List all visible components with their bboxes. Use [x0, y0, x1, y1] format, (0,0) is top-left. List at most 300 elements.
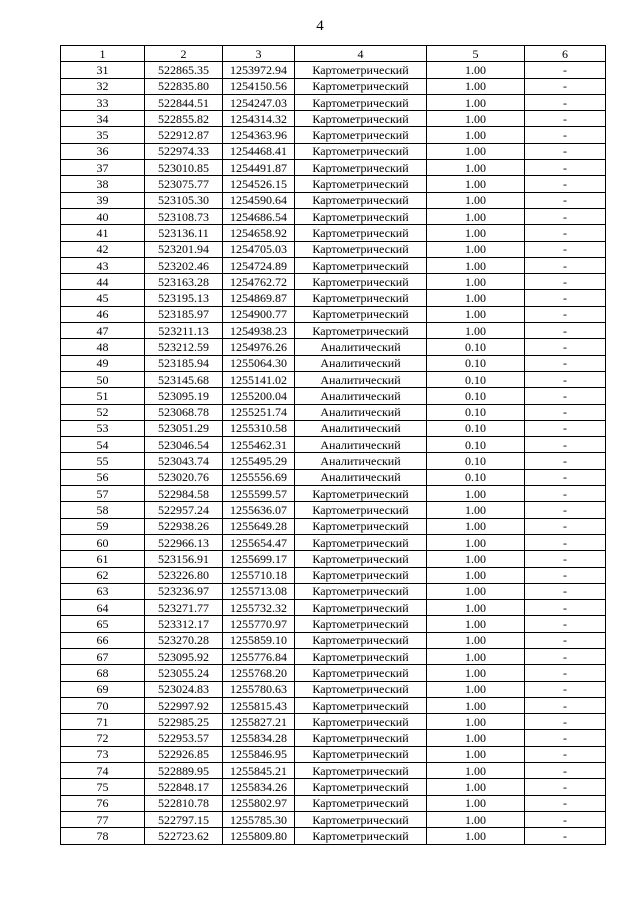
method-cell: Аналитический [295, 339, 427, 355]
y-coordinate-cell: 1255785.30 [223, 811, 295, 827]
accuracy-cell: 1.00 [427, 192, 525, 208]
x-coordinate-cell: 523105.30 [145, 192, 223, 208]
accuracy-cell: 0.10 [427, 420, 525, 436]
table-row [61, 632, 606, 648]
y-coordinate-cell: 1254590.64 [223, 192, 295, 208]
coordinates-table [60, 45, 606, 845]
note-cell: - [525, 486, 606, 502]
point-number-cell: 56 [61, 469, 145, 485]
table-row [61, 257, 606, 273]
x-coordinate-cell: 523136.11 [145, 225, 223, 241]
accuracy-cell: 1.00 [427, 746, 525, 762]
note-cell: - [525, 730, 606, 746]
method-cell: Картометрический [295, 697, 427, 713]
x-coordinate-cell: 522957.24 [145, 502, 223, 518]
accuracy-cell: 1.00 [427, 616, 525, 632]
point-number-cell: 45 [61, 290, 145, 306]
x-coordinate-cell: 522966.13 [145, 534, 223, 550]
x-coordinate-cell: 523312.17 [145, 616, 223, 632]
y-coordinate-cell: 1255770.97 [223, 616, 295, 632]
y-coordinate-cell: 1254363.96 [223, 127, 295, 143]
y-coordinate-cell: 1255834.26 [223, 779, 295, 795]
x-coordinate-cell: 522797.15 [145, 811, 223, 827]
note-cell: - [525, 437, 606, 453]
point-number-cell: 62 [61, 567, 145, 583]
y-coordinate-cell: 1255710.18 [223, 567, 295, 583]
accuracy-cell: 1.00 [427, 763, 525, 779]
y-coordinate-cell: 1254869.87 [223, 290, 295, 306]
table-row [61, 160, 606, 176]
x-coordinate-cell: 523226.80 [145, 567, 223, 583]
point-number-cell: 63 [61, 583, 145, 599]
accuracy-cell: 1.00 [427, 94, 525, 110]
note-cell: - [525, 388, 606, 404]
point-number-cell: 32 [61, 78, 145, 94]
table-row [61, 551, 606, 567]
note-cell: - [525, 746, 606, 762]
x-coordinate-cell: 523051.29 [145, 420, 223, 436]
y-coordinate-cell: 1255768.20 [223, 665, 295, 681]
note-cell: - [525, 828, 606, 844]
accuracy-cell: 1.00 [427, 567, 525, 583]
table-row [61, 665, 606, 681]
point-number-cell: 73 [61, 746, 145, 762]
y-coordinate-cell: 1254526.15 [223, 176, 295, 192]
point-number-cell: 31 [61, 62, 145, 78]
accuracy-cell: 1.00 [427, 534, 525, 550]
accuracy-cell: 1.00 [427, 632, 525, 648]
accuracy-cell: 1.00 [427, 306, 525, 322]
method-cell: Аналитический [295, 388, 427, 404]
note-cell: - [525, 62, 606, 78]
table-row [61, 143, 606, 159]
method-cell: Аналитический [295, 453, 427, 469]
y-coordinate-cell: 1255780.63 [223, 681, 295, 697]
accuracy-cell: 1.00 [427, 241, 525, 257]
point-number-cell: 44 [61, 274, 145, 290]
table-row [61, 78, 606, 94]
accuracy-cell: 1.00 [427, 828, 525, 844]
x-coordinate-cell: 523075.77 [145, 176, 223, 192]
x-coordinate-cell: 522848.17 [145, 779, 223, 795]
x-coordinate-cell: 522926.85 [145, 746, 223, 762]
note-cell: - [525, 697, 606, 713]
table-row [61, 746, 606, 762]
y-coordinate-cell: 1255654.47 [223, 534, 295, 550]
y-coordinate-cell: 1255827.21 [223, 714, 295, 730]
accuracy-cell: 1.00 [427, 290, 525, 306]
method-cell: Картометрический [295, 763, 427, 779]
method-cell: Аналитический [295, 404, 427, 420]
point-number-cell: 57 [61, 486, 145, 502]
header-row [61, 46, 606, 62]
y-coordinate-cell: 1255846.95 [223, 746, 295, 762]
note-cell: - [525, 567, 606, 583]
point-number-cell: 58 [61, 502, 145, 518]
x-coordinate-cell: 523145.68 [145, 371, 223, 387]
table-row [61, 127, 606, 143]
point-number-cell: 64 [61, 600, 145, 616]
point-number-cell: 78 [61, 828, 145, 844]
x-coordinate-cell: 523236.97 [145, 583, 223, 599]
x-coordinate-cell: 523055.24 [145, 665, 223, 681]
table-row [61, 811, 606, 827]
y-coordinate-cell: 1254491.87 [223, 160, 295, 176]
y-coordinate-cell: 1254900.77 [223, 306, 295, 322]
y-coordinate-cell: 1255310.58 [223, 420, 295, 436]
x-coordinate-cell: 523156.91 [145, 551, 223, 567]
point-number-cell: 40 [61, 208, 145, 224]
method-cell: Аналитический [295, 420, 427, 436]
header-cell-6: 6 [525, 46, 606, 62]
y-coordinate-cell: 1254468.41 [223, 143, 295, 159]
method-cell: Картометрический [295, 306, 427, 322]
note-cell: - [525, 323, 606, 339]
y-coordinate-cell: 1255845.21 [223, 763, 295, 779]
point-number-cell: 65 [61, 616, 145, 632]
table-row [61, 290, 606, 306]
point-number-cell: 54 [61, 437, 145, 453]
point-number-cell: 46 [61, 306, 145, 322]
y-coordinate-cell: 1255064.30 [223, 355, 295, 371]
y-coordinate-cell: 1255251.74 [223, 404, 295, 420]
method-cell: Картометрический [295, 486, 427, 502]
y-coordinate-cell: 1255815.43 [223, 697, 295, 713]
note-cell: - [525, 632, 606, 648]
y-coordinate-cell: 1254686.54 [223, 208, 295, 224]
note-cell: - [525, 811, 606, 827]
method-cell: Картометрический [295, 616, 427, 632]
method-cell: Картометрический [295, 94, 427, 110]
y-coordinate-cell: 1254724.89 [223, 257, 295, 273]
x-coordinate-cell: 523211.13 [145, 323, 223, 339]
accuracy-cell: 1.00 [427, 730, 525, 746]
note-cell: - [525, 714, 606, 730]
table-row [61, 111, 606, 127]
table-row [61, 225, 606, 241]
point-number-cell: 53 [61, 420, 145, 436]
accuracy-cell: 1.00 [427, 274, 525, 290]
y-coordinate-cell: 1255599.57 [223, 486, 295, 502]
note-cell: - [525, 616, 606, 632]
y-coordinate-cell: 1255809.80 [223, 828, 295, 844]
y-coordinate-cell: 1255732.32 [223, 600, 295, 616]
x-coordinate-cell: 523043.74 [145, 453, 223, 469]
method-cell: Картометрический [295, 746, 427, 762]
x-coordinate-cell: 523195.13 [145, 290, 223, 306]
method-cell: Картометрический [295, 551, 427, 567]
table-row [61, 763, 606, 779]
accuracy-cell: 1.00 [427, 697, 525, 713]
accuracy-cell: 1.00 [427, 779, 525, 795]
table-row [61, 600, 606, 616]
point-number-cell: 33 [61, 94, 145, 110]
point-number-cell: 34 [61, 111, 145, 127]
table-row [61, 730, 606, 746]
note-cell: - [525, 665, 606, 681]
note-cell: - [525, 534, 606, 550]
x-coordinate-cell: 522835.80 [145, 78, 223, 94]
accuracy-cell: 1.00 [427, 486, 525, 502]
method-cell: Картометрический [295, 583, 427, 599]
point-number-cell: 77 [61, 811, 145, 827]
point-number-cell: 75 [61, 779, 145, 795]
point-number-cell: 36 [61, 143, 145, 159]
table-row [61, 176, 606, 192]
x-coordinate-cell: 522844.51 [145, 94, 223, 110]
header-cell-3: 3 [223, 46, 295, 62]
table-row [61, 681, 606, 697]
accuracy-cell: 1.00 [427, 111, 525, 127]
x-coordinate-cell: 522889.95 [145, 763, 223, 779]
method-cell: Картометрический [295, 208, 427, 224]
note-cell: - [525, 290, 606, 306]
point-number-cell: 59 [61, 518, 145, 534]
x-coordinate-cell: 523108.73 [145, 208, 223, 224]
x-coordinate-cell: 523212.59 [145, 339, 223, 355]
point-number-cell: 39 [61, 192, 145, 208]
method-cell: Аналитический [295, 469, 427, 485]
method-cell: Картометрический [295, 62, 427, 78]
page-number: 4 [316, 18, 324, 34]
point-number-cell: 60 [61, 534, 145, 550]
note-cell: - [525, 600, 606, 616]
note-cell: - [525, 127, 606, 143]
method-cell: Картометрический [295, 632, 427, 648]
note-cell: - [525, 681, 606, 697]
point-number-cell: 72 [61, 730, 145, 746]
point-number-cell: 74 [61, 763, 145, 779]
note-cell: - [525, 355, 606, 371]
accuracy-cell: 1.00 [427, 225, 525, 241]
y-coordinate-cell: 1254150.56 [223, 78, 295, 94]
accuracy-cell: 0.10 [427, 437, 525, 453]
point-number-cell: 66 [61, 632, 145, 648]
note-cell: - [525, 306, 606, 322]
table-row [61, 388, 606, 404]
x-coordinate-cell: 522953.57 [145, 730, 223, 746]
x-coordinate-cell: 523185.97 [145, 306, 223, 322]
y-coordinate-cell: 1255859.10 [223, 632, 295, 648]
accuracy-cell: 0.10 [427, 339, 525, 355]
method-cell: Картометрический [295, 681, 427, 697]
method-cell: Аналитический [295, 355, 427, 371]
x-coordinate-cell: 523201.94 [145, 241, 223, 257]
accuracy-cell: 0.10 [427, 355, 525, 371]
method-cell: Картометрический [295, 534, 427, 550]
point-number-cell: 70 [61, 697, 145, 713]
y-coordinate-cell: 1255462.31 [223, 437, 295, 453]
point-number-cell: 76 [61, 795, 145, 811]
table-row [61, 583, 606, 599]
note-cell: - [525, 192, 606, 208]
x-coordinate-cell: 522974.33 [145, 143, 223, 159]
table-row [61, 371, 606, 387]
note-cell: - [525, 420, 606, 436]
y-coordinate-cell: 1255834.28 [223, 730, 295, 746]
x-coordinate-cell: 522912.87 [145, 127, 223, 143]
accuracy-cell: 1.00 [427, 143, 525, 159]
point-number-cell: 47 [61, 323, 145, 339]
y-coordinate-cell: 1254658.92 [223, 225, 295, 241]
table-row [61, 192, 606, 208]
x-coordinate-cell: 522865.35 [145, 62, 223, 78]
accuracy-cell: 0.10 [427, 453, 525, 469]
method-cell: Картометрический [295, 192, 427, 208]
accuracy-cell: 1.00 [427, 62, 525, 78]
accuracy-cell: 1.00 [427, 257, 525, 273]
method-cell: Картометрический [295, 665, 427, 681]
note-cell: - [525, 518, 606, 534]
point-number-cell: 35 [61, 127, 145, 143]
method-cell: Картометрический [295, 828, 427, 844]
x-coordinate-cell: 523046.54 [145, 437, 223, 453]
table-row [61, 355, 606, 371]
accuracy-cell: 0.10 [427, 469, 525, 485]
x-coordinate-cell: 523010.85 [145, 160, 223, 176]
point-number-cell: 71 [61, 714, 145, 730]
table-row [61, 779, 606, 795]
note-cell: - [525, 371, 606, 387]
note-cell: - [525, 94, 606, 110]
note-cell: - [525, 241, 606, 257]
y-coordinate-cell: 1255141.02 [223, 371, 295, 387]
table-row [61, 453, 606, 469]
y-coordinate-cell: 1255649.28 [223, 518, 295, 534]
note-cell: - [525, 208, 606, 224]
note-cell: - [525, 78, 606, 94]
accuracy-cell: 1.00 [427, 665, 525, 681]
x-coordinate-cell: 522810.78 [145, 795, 223, 811]
accuracy-cell: 0.10 [427, 371, 525, 387]
method-cell: Картометрический [295, 502, 427, 518]
accuracy-cell: 1.00 [427, 600, 525, 616]
x-coordinate-cell: 523095.19 [145, 388, 223, 404]
method-cell: Картометрический [295, 518, 427, 534]
method-cell: Картометрический [295, 127, 427, 143]
note-cell: - [525, 160, 606, 176]
method-cell: Картометрический [295, 714, 427, 730]
note-cell: - [525, 143, 606, 159]
method-cell: Картометрический [295, 176, 427, 192]
table-row [61, 616, 606, 632]
table-row [61, 697, 606, 713]
y-coordinate-cell: 1254705.03 [223, 241, 295, 257]
point-number-cell: 37 [61, 160, 145, 176]
table-body [61, 62, 606, 844]
method-cell: Картометрический [295, 795, 427, 811]
table-row [61, 486, 606, 502]
y-coordinate-cell: 1253972.94 [223, 62, 295, 78]
table-row [61, 323, 606, 339]
y-coordinate-cell: 1255713.08 [223, 583, 295, 599]
x-coordinate-cell: 522855.82 [145, 111, 223, 127]
method-cell: Картометрический [295, 274, 427, 290]
table-row [61, 274, 606, 290]
point-number-cell: 55 [61, 453, 145, 469]
method-cell: Картометрический [295, 648, 427, 664]
x-coordinate-cell: 523202.46 [145, 257, 223, 273]
x-coordinate-cell: 523068.78 [145, 404, 223, 420]
point-number-cell: 69 [61, 681, 145, 697]
accuracy-cell: 1.00 [427, 551, 525, 567]
method-cell: Картометрический [295, 241, 427, 257]
y-coordinate-cell: 1255699.17 [223, 551, 295, 567]
table-row [61, 518, 606, 534]
method-cell: Картометрический [295, 111, 427, 127]
method-cell: Картометрический [295, 257, 427, 273]
point-number-cell: 48 [61, 339, 145, 355]
point-number-cell: 67 [61, 648, 145, 664]
y-coordinate-cell: 1255802.97 [223, 795, 295, 811]
note-cell: - [525, 453, 606, 469]
note-cell: - [525, 763, 606, 779]
note-cell: - [525, 257, 606, 273]
accuracy-cell: 0.10 [427, 388, 525, 404]
y-coordinate-cell: 1254976.26 [223, 339, 295, 355]
table-row [61, 714, 606, 730]
accuracy-cell: 0.10 [427, 404, 525, 420]
method-cell: Картометрический [295, 567, 427, 583]
y-coordinate-cell: 1254314.32 [223, 111, 295, 127]
note-cell: - [525, 274, 606, 290]
point-number-cell: 52 [61, 404, 145, 420]
accuracy-cell: 1.00 [427, 208, 525, 224]
x-coordinate-cell: 522997.92 [145, 697, 223, 713]
note-cell: - [525, 176, 606, 192]
note-cell: - [525, 404, 606, 420]
note-cell: - [525, 779, 606, 795]
point-number-cell: 61 [61, 551, 145, 567]
note-cell: - [525, 795, 606, 811]
note-cell: - [525, 502, 606, 518]
table-row [61, 828, 606, 844]
y-coordinate-cell: 1255636.07 [223, 502, 295, 518]
accuracy-cell: 1.00 [427, 583, 525, 599]
note-cell: - [525, 648, 606, 664]
table-row [61, 208, 606, 224]
y-coordinate-cell: 1255776.84 [223, 648, 295, 664]
method-cell: Картометрический [295, 811, 427, 827]
header-cell-1: 1 [61, 46, 145, 62]
method-cell: Картометрический [295, 730, 427, 746]
table-row [61, 94, 606, 110]
point-number-cell: 50 [61, 371, 145, 387]
accuracy-cell: 1.00 [427, 160, 525, 176]
note-cell: - [525, 551, 606, 567]
x-coordinate-cell: 523163.28 [145, 274, 223, 290]
point-number-cell: 51 [61, 388, 145, 404]
accuracy-cell: 1.00 [427, 323, 525, 339]
method-cell: Картометрический [295, 78, 427, 94]
accuracy-cell: 1.00 [427, 78, 525, 94]
x-coordinate-cell: 523024.83 [145, 681, 223, 697]
point-number-cell: 41 [61, 225, 145, 241]
method-cell: Аналитический [295, 437, 427, 453]
note-cell: - [525, 469, 606, 485]
accuracy-cell: 1.00 [427, 681, 525, 697]
accuracy-cell: 1.00 [427, 518, 525, 534]
x-coordinate-cell: 522984.58 [145, 486, 223, 502]
note-cell: - [525, 339, 606, 355]
table-row [61, 795, 606, 811]
accuracy-cell: 1.00 [427, 714, 525, 730]
method-cell: Картометрический [295, 779, 427, 795]
table-row [61, 502, 606, 518]
x-coordinate-cell: 523185.94 [145, 355, 223, 371]
y-coordinate-cell: 1254938.23 [223, 323, 295, 339]
point-number-cell: 68 [61, 665, 145, 681]
